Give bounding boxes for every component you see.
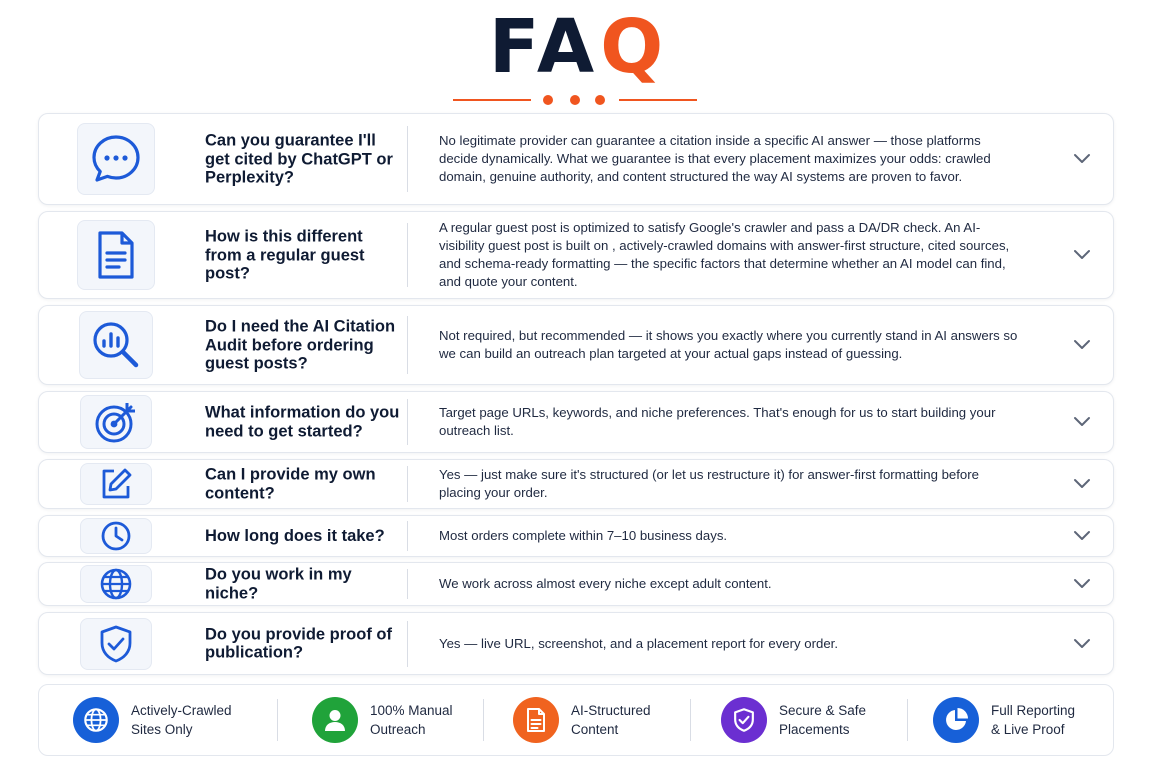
faq-question: What information do you need to get started? — [205, 403, 400, 440]
feature-label-line: Secure & Safe — [779, 703, 867, 718]
feature-icon-circle — [721, 697, 767, 743]
chevron-down-icon[interactable] — [1073, 153, 1091, 165]
chevron-down-icon[interactable] — [1073, 416, 1091, 428]
chevron-down-icon[interactable] — [1073, 249, 1091, 261]
globe-icon — [99, 567, 133, 601]
faq-divider — [407, 621, 408, 667]
title-dot — [543, 95, 553, 105]
feature-label-line: AI-Structured — [571, 703, 651, 718]
faq-question: Do you provide proof of publication? — [205, 625, 392, 662]
faq-divider — [407, 399, 408, 445]
feature-secure-placements — [721, 685, 899, 755]
feature-icon-circle — [513, 697, 559, 743]
feature-ai-structured — [513, 685, 691, 755]
faq-divider — [407, 521, 408, 551]
feature-full-reporting — [933, 685, 1111, 755]
title-accent: Q — [600, 4, 670, 90]
feature-label-line: Content — [571, 722, 619, 737]
feature-divider — [483, 699, 484, 741]
faq-answer: Yes — live URL, screenshot, and a placement report for every order. — [439, 635, 838, 651]
feature-label-line: & Live Proof — [991, 722, 1065, 737]
faq-question: Do I need the AI Citation Audit before ordering guest posts? — [205, 317, 396, 373]
faq-question: How is this different from a regular guest post? — [205, 227, 365, 283]
faq-question: Can you guarantee I'll get cited by ChatGPT or Perplexity? — [205, 131, 393, 187]
faq-divider — [407, 126, 408, 192]
faq-icon-box — [79, 311, 153, 379]
feature-label — [370, 701, 490, 739]
feature-strip — [38, 684, 1114, 756]
feature-label — [571, 701, 691, 739]
faq-question: Can I provide my own content? — [205, 465, 376, 502]
chevron-down-icon[interactable] — [1073, 638, 1091, 650]
faq-icon-box — [77, 220, 155, 290]
feature-divider — [277, 699, 278, 741]
document-icon — [94, 229, 138, 281]
faq-item-guarantee-citation[interactable] — [38, 113, 1114, 205]
clock-icon — [100, 520, 132, 552]
feature-icon-circle — [73, 697, 119, 743]
feature-icon-circle — [933, 697, 979, 743]
document-icon — [525, 707, 547, 733]
user-icon — [322, 707, 348, 733]
faq-header — [0, 0, 1158, 112]
faq-item-own-content[interactable] — [38, 459, 1114, 509]
faq-answer: We work across almost every niche except adult content. — [439, 576, 772, 591]
faq-answer: Most orders complete within 7–10 business days. — [439, 528, 728, 543]
feature-divider — [907, 699, 908, 741]
feature-label — [131, 701, 251, 739]
faq-icon-box — [77, 123, 155, 195]
analytics-search-icon — [90, 319, 142, 371]
faq-question: Do you work in my niche? — [205, 565, 352, 602]
title-main: FA — [488, 4, 601, 90]
faq-icon-box — [80, 395, 152, 449]
chat-bubble-icon — [89, 132, 143, 186]
faq-item-information-needed[interactable] — [38, 391, 1114, 453]
feature-label-line: Actively-Crawled — [131, 703, 232, 718]
title-dot — [595, 95, 605, 105]
title-rule-right — [619, 99, 697, 101]
faq-divider — [407, 223, 408, 287]
faq-answer: Target page URLs, keywords, and niche preferences. That's enough for us to start building your outreach list. — [439, 405, 996, 438]
faq-question: How long does it take? — [205, 526, 385, 545]
feature-label-line: 100% Manual — [370, 703, 453, 718]
title-dot — [570, 95, 580, 105]
faq-answer: A regular guest post is optimized to satisfy Google's crawler and pass a DA/DR check. An AI-visibility guest post is built on , actively-crawled domains with answer-first structure, cited sources, and schema-ready formatting — the specific factors that determine whether an AI model can find, and quote your content. — [439, 220, 1010, 289]
feature-label — [991, 701, 1111, 739]
faq-icon-box — [80, 463, 152, 505]
faq-answer: Not required, but recommended — it shows you exactly where you currently stand in AI answers so we can build an outreach plan targeted at your actual gaps instead of guessing. — [439, 328, 1018, 361]
title-rule-left — [453, 99, 531, 101]
target-icon — [93, 399, 139, 445]
feature-label-line: Outreach — [370, 722, 426, 737]
shield-check-icon — [732, 707, 756, 733]
chevron-down-icon[interactable] — [1073, 530, 1091, 542]
feature-label-line: Sites Only — [131, 722, 193, 737]
chevron-down-icon[interactable] — [1073, 339, 1091, 351]
faq-divider — [407, 466, 408, 502]
faq-item-niche[interactable] — [38, 562, 1114, 606]
feature-manual-outreach — [312, 685, 490, 755]
feature-label-line: Placements — [779, 722, 850, 737]
edit-icon — [98, 466, 134, 502]
faq-icon-box — [80, 518, 152, 554]
feature-actively-crawled — [73, 685, 251, 755]
faq-icon-box — [80, 618, 152, 670]
faq-item-duration[interactable] — [38, 515, 1114, 557]
chevron-down-icon[interactable] — [1073, 578, 1091, 590]
globe-icon — [82, 706, 110, 734]
faq-item-citation-audit[interactable] — [38, 305, 1114, 385]
feature-icon-circle — [312, 697, 358, 743]
faq-icon-box — [80, 565, 152, 603]
faq-answer: No legitimate provider can guarantee a citation inside a specific AI answer — those platforms decide dynamically. What we guarantee is that every placement maximizes your odds: crawled domain, genuine authority, and content structured the way AI systems are proven to favor. — [439, 133, 991, 184]
faq-answer: Yes — just make sure it's structured (or let us restructure it) for answer-first formatting before placing your order. — [439, 467, 979, 500]
faq-item-proof[interactable] — [38, 612, 1114, 675]
pie-chart-icon — [943, 707, 969, 733]
feature-label — [779, 701, 899, 739]
feature-divider — [690, 699, 691, 741]
page-title — [0, 2, 1158, 92]
chevron-down-icon[interactable] — [1073, 478, 1091, 490]
faq-divider — [407, 569, 408, 599]
faq-item-difference[interactable] — [38, 211, 1114, 299]
shield-check-icon — [97, 624, 135, 664]
faq-divider — [407, 316, 408, 374]
feature-label-line: Full Reporting — [991, 703, 1076, 718]
